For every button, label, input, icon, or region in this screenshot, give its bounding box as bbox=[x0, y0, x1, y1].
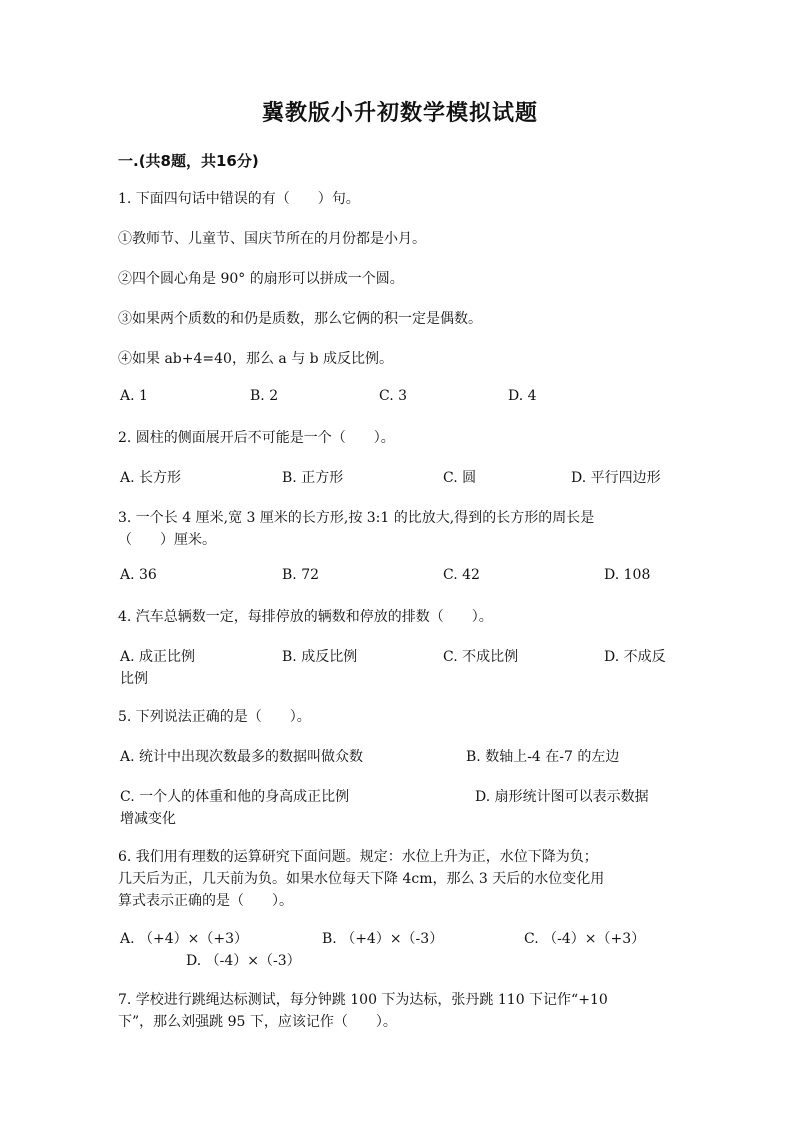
question-5-stem: 5. 下列说法正确的是（ ）。 bbox=[118, 709, 311, 725]
question-2-option-a[interactable]: A. 长方形 bbox=[120, 470, 182, 486]
question-6-option-d[interactable]: D. （-4）×（-3） bbox=[186, 953, 301, 969]
question-2-option-c[interactable]: C. 圆 bbox=[443, 470, 477, 486]
question-6-stem-line-3: 算式表示正确的是（ ）。 bbox=[118, 893, 293, 909]
question-3-option-c[interactable]: C. 42 bbox=[443, 567, 480, 583]
question-1-option-c[interactable]: C. 3 bbox=[379, 388, 408, 404]
question-1-statement-3: ③如果两个质数的和仍是质数，那么它俩的积一定是偶数。 bbox=[118, 311, 482, 327]
question-5-option-b[interactable]: B. 数轴上-4 在-7 的左边 bbox=[466, 749, 620, 765]
question-1-stem: 1. 下面四句话中错误的有（ ）句。 bbox=[118, 191, 360, 207]
question-4-option-d[interactable]: D. 不成反 bbox=[604, 649, 666, 665]
question-7-stem-line-1: 7. 学校进行跳绳达标测试，每分钟跳 100 下为达标，张丹跳 110 下记作“+10 bbox=[118, 992, 608, 1008]
question-3-option-a[interactable]: A. 36 bbox=[120, 567, 157, 583]
question-5-option-d-continued: 增减变化 bbox=[120, 811, 176, 827]
question-2-option-d[interactable]: D. 平行四边形 bbox=[571, 470, 661, 486]
question-1-option-a[interactable]: A. 1 bbox=[120, 388, 148, 404]
question-6-option-a[interactable]: A. （+4）×（+3） bbox=[120, 931, 249, 947]
question-5-option-c[interactable]: C. 一个人的体重和他的身高成正比例 bbox=[120, 789, 350, 805]
question-1-option-b[interactable]: B. 2 bbox=[250, 388, 279, 404]
question-2-option-b[interactable]: B. 正方形 bbox=[282, 470, 344, 486]
question-3-stem-line-1: 3. 一个长 4 厘米,宽 3 厘米的长方形,按 3:1 的比放大,得到的长方形的周长是 bbox=[118, 510, 595, 526]
question-7-stem-line-2: 下”，那么刘强跳 95 下，应该记作（ ）。 bbox=[118, 1014, 397, 1030]
question-3-option-b[interactable]: B. 72 bbox=[282, 567, 320, 583]
section-heading: 一.(共8题，共16分) bbox=[118, 152, 259, 170]
question-6-stem-line-1: 6. 我们用有理数的运算研究下面问题。规定：水位上升为正，水位下降为负； bbox=[118, 849, 598, 865]
question-4-option-d-continued: 比例 bbox=[120, 671, 148, 687]
question-4-option-a[interactable]: A. 成正比例 bbox=[120, 649, 196, 665]
question-1-statement-4: ④如果 ab+4=40，那么 a 与 b 成反比例。 bbox=[118, 351, 394, 367]
question-1-statement-2: ②四个圆心角是 90° 的扇形可以拼成一个圆。 bbox=[118, 271, 404, 287]
question-4-option-c[interactable]: C. 不成比例 bbox=[443, 649, 519, 665]
question-1-option-d[interactable]: D. 4 bbox=[508, 388, 537, 404]
question-1-statement-1: ①教师节、儿童节、国庆节所在的月份都是小月。 bbox=[118, 231, 426, 247]
question-2-stem: 2. 圆柱的侧面展开后不可能是一个（ ）。 bbox=[118, 430, 395, 446]
page-title: 冀教版小升初数学模拟试题 bbox=[261, 101, 538, 126]
question-3-stem-line-2: （ ）厘米。 bbox=[118, 532, 216, 548]
question-5-option-d[interactable]: D. 扇形统计图可以表示数据 bbox=[475, 789, 649, 805]
question-4-stem: 4. 汽车总辆数一定，每排停放的辆数和停放的排数（ ）。 bbox=[118, 609, 493, 625]
question-6-option-b[interactable]: B. （+4）×（-3） bbox=[322, 931, 444, 947]
question-3-option-d[interactable]: D. 108 bbox=[604, 567, 651, 583]
question-4-option-b[interactable]: B. 成反比例 bbox=[282, 649, 358, 665]
question-5-option-a[interactable]: A. 统计中出现次数最多的数据叫做众数 bbox=[120, 749, 364, 765]
question-6-stem-line-2: 几天后为正，几天前为负。如果水位每天下降 4cm，那么 3 天后的水位变化用 bbox=[118, 871, 605, 887]
question-6-option-c[interactable]: C. （-4）×（+3） bbox=[524, 931, 646, 947]
